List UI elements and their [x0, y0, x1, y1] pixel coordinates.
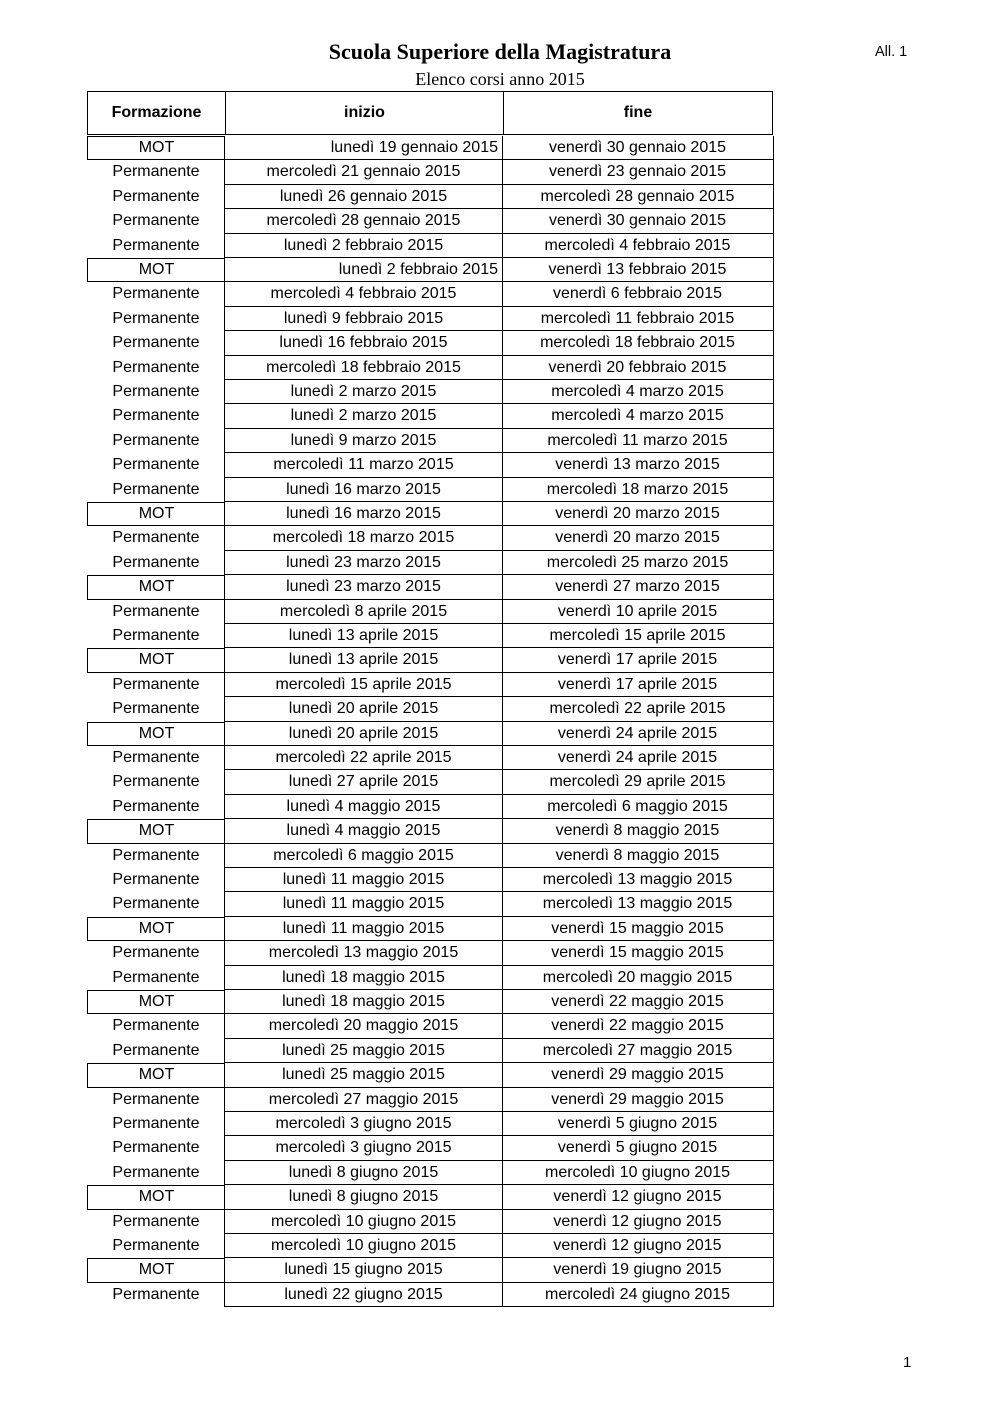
table-row — [87, 234, 774, 258]
cell-inizio: lunedì 8 giugno 2015 — [224, 1161, 503, 1185]
cell-inizio: mercoledì 4 febbraio 2015 — [224, 282, 503, 306]
page-title: Scuola Superiore della Magistratura — [328, 39, 672, 64]
cell-inizio: lunedì 23 marzo 2015 — [224, 551, 503, 575]
cell-inizio: mercoledì 22 aprile 2015 — [224, 746, 503, 770]
table-row — [87, 966, 774, 990]
cell-inizio: lunedì 26 gennaio 2015 — [224, 185, 503, 209]
cell-formazione: Permanente — [112, 1115, 200, 1132]
table-row — [87, 1258, 774, 1282]
cell-formazione: Permanente — [112, 358, 200, 376]
page-subtitle: Elenco corsi anno 2015 — [415, 69, 585, 89]
cell-formazione: Permanente — [112, 456, 200, 474]
cell-fine: venerdì 22 maggio 2015 — [502, 990, 774, 1014]
cell-inizio: lunedì 22 giugno 2015 — [224, 1283, 503, 1307]
cell-inizio: mercoledì 13 maggio 2015 — [224, 941, 503, 965]
cell-fine: mercoledì 11 marzo 2015 — [502, 429, 774, 453]
cell-inizio: lunedì 9 marzo 2015 — [224, 429, 503, 453]
cell-inizio: lunedì 13 aprile 2015 — [224, 648, 503, 672]
cell-formazione: MOT — [87, 1258, 225, 1282]
cell-inizio: lunedì 18 maggio 2015 — [224, 966, 503, 990]
cell-fine: mercoledì 13 maggio 2015 — [502, 892, 774, 916]
cell-inizio: mercoledì 3 giugno 2015 — [224, 1112, 503, 1136]
cell-inizio: lunedì 2 febbraio 2015 — [224, 258, 503, 282]
cell-formazione: Permanente — [112, 846, 200, 864]
table-row — [87, 136, 774, 160]
table-row — [87, 990, 774, 1014]
cell-fine: venerdì 15 maggio 2015 — [502, 941, 774, 965]
cell-fine: venerdì 17 aprile 2015 — [502, 673, 774, 697]
cell-fine: mercoledì 4 febbraio 2015 — [502, 234, 774, 258]
cell-formazione: MOT — [87, 1063, 225, 1087]
table-row — [87, 380, 774, 404]
cell-inizio: lunedì 16 febbraio 2015 — [224, 331, 503, 355]
cell-fine: mercoledì 11 febbraio 2015 — [502, 307, 774, 331]
cell-formazione: Permanente — [112, 968, 200, 986]
cell-fine: mercoledì 6 maggio 2015 — [502, 795, 774, 819]
table-row — [87, 1283, 774, 1307]
cell-fine: mercoledì 28 gennaio 2015 — [502, 185, 774, 209]
cell-inizio: lunedì 23 marzo 2015 — [224, 575, 503, 599]
cell-formazione: Permanente — [112, 797, 200, 815]
cell-fine: mercoledì 18 marzo 2015 — [502, 478, 774, 502]
table-row — [87, 1234, 774, 1258]
cell-inizio: lunedì 2 marzo 2015 — [224, 380, 503, 404]
table-header — [87, 91, 773, 135]
table-row — [87, 1063, 774, 1087]
table-row — [87, 673, 774, 697]
cell-formazione: Permanente — [112, 773, 200, 791]
table-row — [87, 697, 774, 721]
cell-fine: mercoledì 10 giugno 2015 — [502, 1161, 774, 1185]
table-row — [87, 331, 774, 355]
table-row — [87, 746, 774, 770]
column-header-fine: fine — [623, 104, 653, 121]
cell-formazione: Permanente — [112, 480, 200, 498]
cell-inizio: mercoledì 15 aprile 2015 — [224, 673, 503, 697]
courses-table — [87, 91, 774, 1308]
cell-formazione: Permanente — [112, 431, 200, 449]
table-row — [87, 185, 774, 209]
table-row — [87, 575, 774, 599]
cell-inizio: lunedì 2 marzo 2015 — [224, 404, 503, 428]
table-row — [87, 600, 774, 624]
cell-inizio: lunedì 18 maggio 2015 — [224, 990, 503, 1014]
cell-formazione: Permanente — [112, 700, 200, 718]
cell-fine: venerdì 20 marzo 2015 — [502, 526, 774, 550]
table-row — [87, 770, 774, 794]
cell-fine: venerdì 12 giugno 2015 — [502, 1185, 774, 1209]
cell-formazione: Permanente — [112, 675, 200, 693]
cell-formazione: Permanente — [112, 285, 200, 303]
cell-formazione: Permanente — [112, 553, 200, 571]
cell-inizio: lunedì 16 marzo 2015 — [224, 502, 503, 526]
cell-formazione: MOT — [87, 722, 225, 746]
table-row — [87, 429, 774, 453]
cell-formazione: Permanente — [112, 407, 200, 425]
cell-formazione: Permanente — [112, 602, 200, 620]
table-row — [87, 941, 774, 965]
cell-formazione: Permanente — [112, 1090, 200, 1108]
table-row — [87, 502, 774, 526]
cell-formazione: MOT — [87, 990, 225, 1014]
cell-inizio: mercoledì 21 gennaio 2015 — [224, 160, 503, 184]
table-row — [87, 844, 774, 868]
cell-formazione: Permanente — [112, 529, 200, 547]
cell-inizio: lunedì 11 maggio 2015 — [224, 868, 503, 892]
cell-fine: mercoledì 18 febbraio 2015 — [502, 331, 774, 355]
table-row — [87, 795, 774, 819]
cell-inizio: lunedì 2 febbraio 2015 — [224, 234, 503, 258]
cell-inizio: mercoledì 3 giugno 2015 — [224, 1136, 503, 1160]
cell-inizio: lunedì 15 giugno 2015 — [224, 1258, 503, 1282]
cell-formazione: Permanente — [112, 383, 200, 400]
page-number: 1 — [903, 1354, 912, 1371]
cell-inizio: lunedì 25 maggio 2015 — [224, 1039, 503, 1063]
cell-fine: venerdì 5 giugno 2015 — [502, 1136, 774, 1160]
cell-inizio: mercoledì 27 maggio 2015 — [224, 1088, 503, 1112]
table-row — [87, 307, 774, 331]
cell-formazione: Permanente — [112, 309, 200, 327]
cell-fine: venerdì 8 maggio 2015 — [502, 844, 774, 868]
cell-inizio: mercoledì 10 giugno 2015 — [224, 1234, 503, 1258]
table-row — [87, 917, 774, 941]
cell-inizio: lunedì 16 marzo 2015 — [224, 478, 503, 502]
cell-formazione: Permanente — [112, 627, 200, 644]
cell-formazione: Permanente — [112, 1212, 200, 1230]
cell-fine: mercoledì 4 marzo 2015 — [502, 380, 774, 404]
table-row — [87, 404, 774, 428]
cell-fine: venerdì 19 giugno 2015 — [502, 1258, 774, 1282]
cell-formazione: Permanente — [112, 334, 200, 352]
cell-formazione: MOT — [87, 575, 225, 599]
cell-inizio: lunedì 11 maggio 2015 — [224, 917, 503, 941]
cell-formazione: Permanente — [112, 236, 200, 254]
table-row — [87, 648, 774, 672]
cell-inizio: mercoledì 18 febbraio 2015 — [224, 356, 503, 380]
cell-fine: venerdì 24 aprile 2015 — [502, 746, 774, 770]
cell-formazione: Permanente — [112, 187, 200, 205]
cell-inizio: lunedì 25 maggio 2015 — [224, 1063, 503, 1087]
cell-fine: venerdì 12 giugno 2015 — [502, 1210, 774, 1234]
table-row — [87, 868, 774, 892]
cell-fine: venerdì 13 marzo 2015 — [502, 453, 774, 477]
table-row — [87, 624, 774, 648]
cell-inizio: mercoledì 6 maggio 2015 — [224, 844, 503, 868]
table-row — [87, 551, 774, 575]
cell-fine: venerdì 12 giugno 2015 — [502, 1234, 774, 1258]
cell-formazione: Permanente — [112, 212, 200, 230]
cell-fine: mercoledì 27 maggio 2015 — [502, 1039, 774, 1063]
cell-formazione: Permanente — [112, 871, 200, 888]
cell-formazione: Permanente — [112, 944, 200, 962]
cell-formazione: MOT — [87, 258, 225, 282]
cell-inizio: lunedì 8 giugno 2015 — [224, 1185, 503, 1209]
cell-inizio: mercoledì 28 gennaio 2015 — [224, 209, 503, 233]
cell-inizio: lunedì 4 maggio 2015 — [224, 795, 503, 819]
cell-fine: venerdì 30 gennaio 2015 — [502, 136, 774, 160]
cell-fine: mercoledì 13 maggio 2015 — [502, 868, 774, 892]
table-row — [87, 722, 774, 746]
table-row — [87, 1014, 774, 1038]
cell-fine: venerdì 24 aprile 2015 — [502, 722, 774, 746]
cell-fine: venerdì 23 gennaio 2015 — [502, 160, 774, 184]
cell-fine: mercoledì 25 marzo 2015 — [502, 551, 774, 575]
attachment-label: All. 1 — [875, 44, 908, 60]
cell-inizio: lunedì 20 aprile 2015 — [224, 697, 503, 721]
cell-fine: mercoledì 4 marzo 2015 — [502, 404, 774, 428]
cell-formazione: MOT — [87, 648, 225, 672]
table-row — [87, 1161, 774, 1185]
cell-formazione: Permanente — [112, 163, 200, 181]
table-row — [87, 1185, 774, 1209]
table-row — [87, 1210, 774, 1234]
cell-inizio: lunedì 27 aprile 2015 — [224, 770, 503, 794]
table-row — [87, 526, 774, 550]
cell-inizio: lunedì 13 aprile 2015 — [224, 624, 503, 648]
cell-formazione: Permanente — [112, 1139, 200, 1157]
cell-fine: mercoledì 22 aprile 2015 — [502, 697, 774, 721]
table-row — [87, 1112, 774, 1136]
cell-fine: venerdì 20 marzo 2015 — [502, 502, 774, 526]
table-row — [87, 356, 774, 380]
cell-formazione: Permanente — [112, 1237, 200, 1254]
cell-formazione: Permanente — [112, 1041, 200, 1059]
cell-fine: venerdì 8 maggio 2015 — [502, 819, 774, 843]
cell-fine: mercoledì 15 aprile 2015 — [502, 624, 774, 648]
table-row — [87, 209, 774, 233]
cell-formazione: MOT — [87, 1185, 225, 1209]
cell-fine: venerdì 13 febbraio 2015 — [502, 258, 774, 282]
cell-fine: venerdì 6 febbraio 2015 — [502, 282, 774, 306]
table-row — [87, 1088, 774, 1112]
cell-fine: venerdì 20 febbraio 2015 — [502, 356, 774, 380]
cell-fine: venerdì 29 maggio 2015 — [502, 1088, 774, 1112]
cell-fine: venerdì 30 gennaio 2015 — [502, 209, 774, 233]
cell-inizio: mercoledì 20 maggio 2015 — [224, 1014, 503, 1038]
cell-fine: venerdì 15 maggio 2015 — [502, 917, 774, 941]
cell-fine: mercoledì 24 giugno 2015 — [502, 1283, 774, 1307]
cell-fine: venerdì 5 giugno 2015 — [502, 1112, 774, 1136]
cell-fine: venerdì 22 maggio 2015 — [502, 1014, 774, 1038]
cell-inizio: mercoledì 8 aprile 2015 — [224, 600, 503, 624]
table-row — [87, 282, 774, 306]
cell-formazione: Permanente — [112, 749, 200, 766]
column-header-inizio: inizio — [226, 92, 504, 134]
column-header-formazione: Formazione — [88, 92, 226, 134]
cell-fine: venerdì 27 marzo 2015 — [502, 575, 774, 599]
table-row — [87, 819, 774, 843]
cell-formazione: MOT — [87, 917, 225, 941]
cell-fine: mercoledì 20 maggio 2015 — [502, 966, 774, 990]
table-row — [87, 478, 774, 502]
table-row — [87, 1039, 774, 1063]
cell-inizio: lunedì 4 maggio 2015 — [224, 819, 503, 843]
cell-fine: mercoledì 29 aprile 2015 — [502, 770, 774, 794]
table-row — [87, 453, 774, 477]
cell-formazione: Permanente — [112, 1285, 200, 1303]
table-row — [87, 1136, 774, 1160]
cell-formazione: MOT — [87, 819, 225, 843]
cell-inizio: lunedì 19 gennaio 2015 — [224, 136, 503, 160]
cell-formazione: MOT — [87, 136, 225, 160]
table-row — [87, 160, 774, 184]
cell-inizio: mercoledì 11 marzo 2015 — [224, 453, 503, 477]
table-row — [87, 258, 774, 282]
cell-fine: venerdì 10 aprile 2015 — [502, 600, 774, 624]
cell-inizio: lunedì 20 aprile 2015 — [224, 722, 503, 746]
cell-formazione: Permanente — [112, 1163, 200, 1181]
table-row — [87, 892, 774, 916]
cell-inizio: lunedì 9 febbraio 2015 — [224, 307, 503, 331]
cell-formazione: MOT — [87, 502, 225, 526]
cell-fine: venerdì 29 maggio 2015 — [502, 1063, 774, 1087]
cell-formazione: Permanente — [112, 1017, 200, 1035]
cell-inizio: mercoledì 10 giugno 2015 — [224, 1210, 503, 1234]
cell-fine: venerdì 17 aprile 2015 — [502, 648, 774, 672]
cell-inizio: mercoledì 18 marzo 2015 — [224, 526, 503, 550]
cell-formazione: Permanente — [112, 895, 200, 913]
cell-inizio: lunedì 11 maggio 2015 — [224, 892, 503, 916]
